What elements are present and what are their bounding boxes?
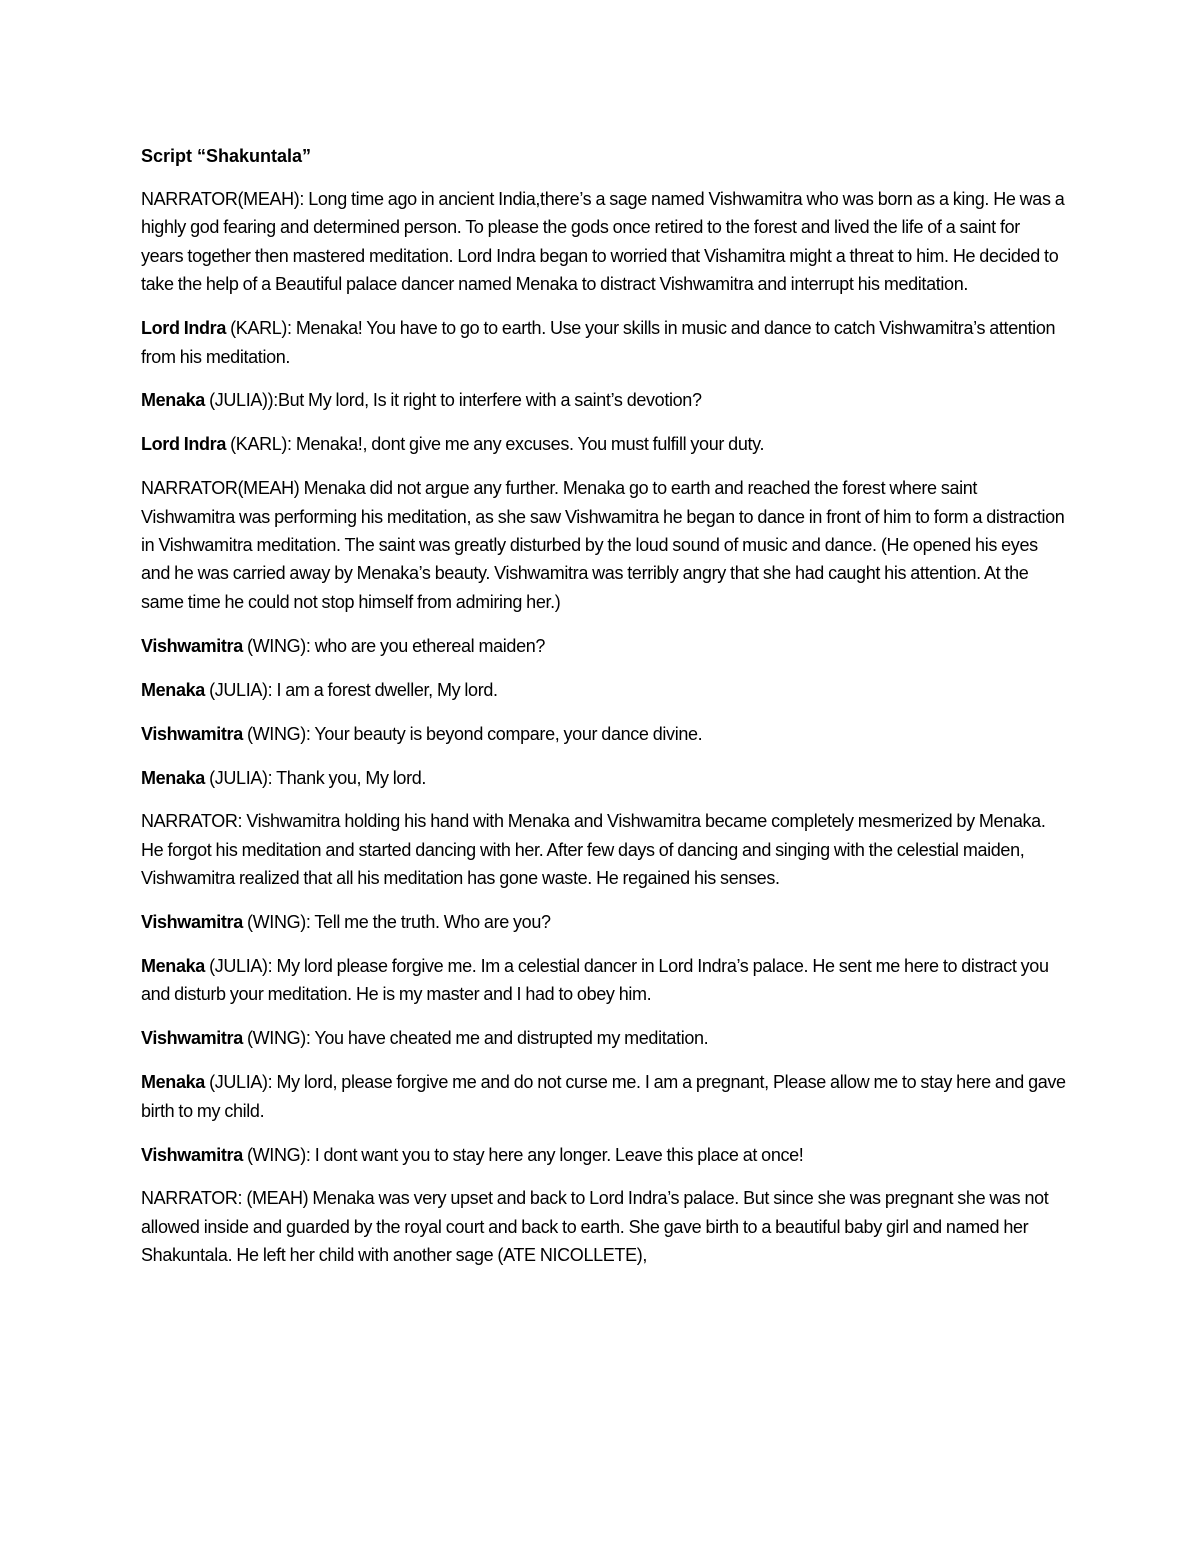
dialogue-line bbox=[141, 386, 1066, 414]
dialogue-line bbox=[141, 430, 1066, 458]
dialogue-text: (KARL): Menaka! You have to go to earth. Use your skills in music and dance to catch Vishwamitra’s attention from his meditation. bbox=[141, 318, 1056, 367]
paragraph-text: NARRATOR: (MEAH) Menaka was very upset and back to Lord Indra’s palace. But since she was pregnant she was not allowed inside and guarded by the royal court and back to earth. She gave birth to a beautiful baby girl and named her Shakuntala. He left her child with another sage (ATE NICOLLETE), bbox=[141, 1188, 1049, 1266]
paragraph-narration bbox=[141, 474, 1066, 616]
dialogue-text: (WING): Your beauty is beyond compare, your dance divine. bbox=[242, 723, 703, 744]
speaker-name: Menaka bbox=[141, 1072, 205, 1093]
speaker-name: Menaka bbox=[141, 679, 205, 700]
speaker-name: Vishwamitra bbox=[141, 635, 243, 656]
dialogue-line bbox=[141, 314, 1066, 371]
dialogue-text: (WING): who are you ethereal maiden? bbox=[242, 635, 546, 656]
speaker-name: Menaka bbox=[141, 767, 205, 788]
dialogue-line bbox=[141, 764, 1066, 792]
speaker-name: Lord Indra bbox=[141, 318, 226, 339]
speaker-name: Vishwamitra bbox=[141, 723, 243, 744]
dialogue-text: (JULIA)):But My lord, Is it right to interfere with a saint’s devotion? bbox=[204, 390, 702, 411]
paragraph-text: NARRATOR(MEAH): Long time ago in ancient India,there’s a sage named Vishwamitra who was born as a king. He was a highly god fearing and determined person. To please the gods once retired to the forest and lived the life of a saint for years together then mastered meditation. Lord Indra began to worried that Vishamitra might a threat to him. He decided to take the help of a Beautiful palace dancer named Menaka to distract Vishwamitra and interrupt his meditation. bbox=[141, 189, 1065, 295]
paragraph-narration bbox=[141, 807, 1066, 892]
dialogue-line bbox=[141, 1141, 1066, 1169]
paragraph-text: NARRATOR(MEAH) Menaka did not argue any further. Menaka go to earth and reached the forest where saint Vishwamitra was performing his meditation, as she saw Vishwamitra he began to dance in front of him to form a distraction in Vishwamitra meditation. The saint was greatly disturbed by the loud sound of music and dance. (He opened his eyes and he was carried away by Menaka’s beauty. Vishwamitra was terribly angry that she had caught his attention. At the same time he could not stop himself from admiring her.) bbox=[141, 478, 1065, 612]
dialogue-text: (JULIA): My lord, please forgive me and do not curse me. I am a pregnant, Please allow me to stay here and gave birth to my child. bbox=[141, 1072, 1066, 1121]
paragraph-narration bbox=[141, 185, 1066, 299]
speaker-name: Menaka bbox=[141, 956, 205, 977]
dialogue-text: (WING): You have cheated me and distrupted my meditation. bbox=[242, 1028, 709, 1049]
dialogue-text: (KARL): Menaka!, dont give me any excuses. You must fulfill your duty. bbox=[226, 434, 765, 455]
document-page bbox=[141, 142, 1066, 1285]
speaker-name: Vishwamitra bbox=[141, 1028, 243, 1049]
paragraph-narration bbox=[141, 1184, 1066, 1269]
dialogue-text: (JULIA): I am a forest dweller, My lord. bbox=[204, 679, 498, 700]
dialogue-line bbox=[141, 632, 1066, 660]
dialogue-line bbox=[141, 952, 1066, 1009]
speaker-name: Lord Indra bbox=[141, 434, 226, 455]
dialogue-line bbox=[141, 720, 1066, 748]
dialogue-line bbox=[141, 1024, 1066, 1052]
speaker-name: Menaka bbox=[141, 390, 205, 411]
speaker-name: Vishwamitra bbox=[141, 912, 243, 933]
dialogue-text: (JULIA): Thank you, My lord. bbox=[204, 767, 427, 788]
dialogue-line bbox=[141, 676, 1066, 704]
dialogue-text: (WING): I dont want you to stay here any longer. Leave this place at once! bbox=[242, 1144, 804, 1165]
dialogue-line bbox=[141, 1068, 1066, 1125]
dialogue-text: (JULIA): My lord please forgive me. Im a celestial dancer in Lord Indra’s palace. He sent me here to distract you and disturb your meditation. He is my master and I had to obey him. bbox=[141, 956, 1049, 1005]
speaker-name: Vishwamitra bbox=[141, 1144, 243, 1165]
dialogue-text: (WING): Tell me the truth. Who are you? bbox=[242, 912, 551, 933]
dialogue-line bbox=[141, 908, 1066, 936]
paragraph-text: NARRATOR: Vishwamitra holding his hand with Menaka and Vishwamitra became completely mesmerized by Menaka. He forgot his meditation and started dancing with her. After few days of dancing and singing with the celestial maiden, Vishwamitra realized that all his meditation has gone waste. He regained his senses. bbox=[141, 811, 1046, 889]
document-title: Script “Shakuntala” bbox=[141, 146, 312, 166]
